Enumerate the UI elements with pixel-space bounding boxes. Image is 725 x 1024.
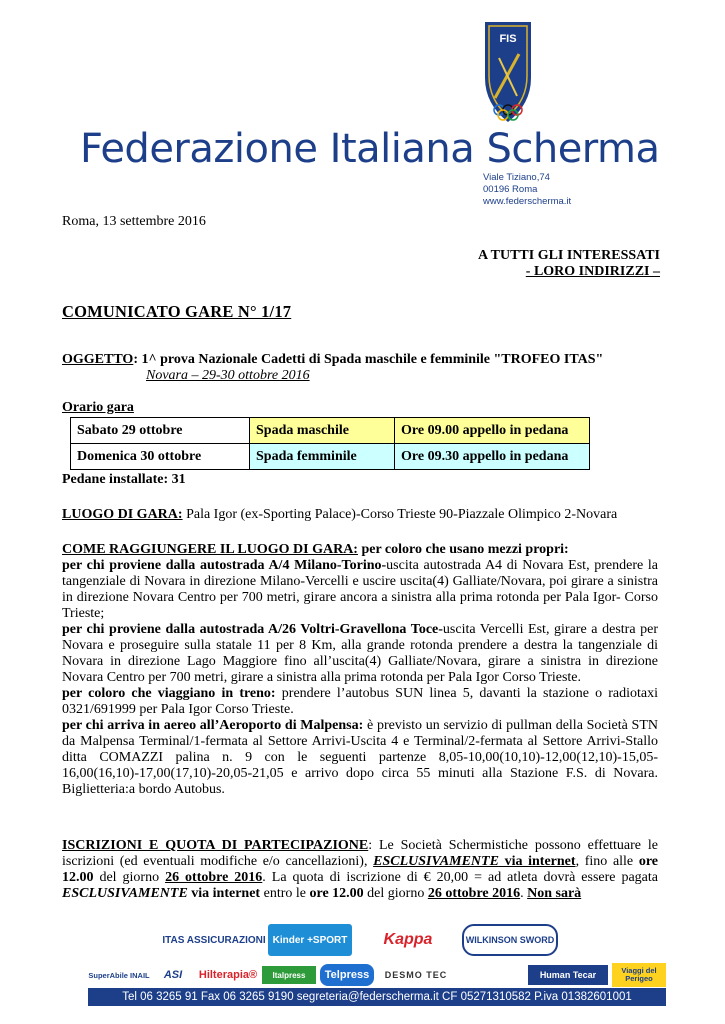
oggetto-text: : 1^ prova Nazionale Cadetti di Spada maschile e femminile "TROFEO ITAS" [133, 352, 604, 367]
luogo-line [62, 507, 667, 523]
sponsor-inail-logo: SuperAbile INAIL [88, 970, 150, 980]
deadline-date: 26 ottobre 2016 [427, 886, 521, 901]
emblem-text: FIS [499, 33, 517, 45]
emphasis-esclusivamente: ESCLUSIVAMENTE [62, 886, 188, 901]
iscrizioni-text: . La quota di iscrizione di € 20,00 = ad atleta dovrà essere pagata [262, 870, 658, 885]
oggetto-subtitle: Novara – 29-30 ottobre 2016 [146, 368, 310, 383]
directions-label: COME RAGGIUNGERE IL LUOGO DI GARA: [62, 542, 358, 557]
address-website: www.federscherma.it [483, 196, 572, 207]
a4-text: uscita autostrada A4 di Novara Est, prendere la tangenziale di Novara in direzione Milano-Vercelli e uscire uscita(4) Galliate/Novara, poi girare a sinistra in direzione Novara Centro per 700 metri, girare ancora a sinistra alla prima rotonda per Pala Igor- Corso Trieste; [62, 558, 658, 621]
luogo-text: Pala Igor (ex-Sporting Palace)-Corso Trieste 90-Piazzale Olimpico 2-Novara [182, 507, 618, 522]
address-street: Viale Tiziano,74 [483, 172, 550, 183]
schedule-day: Domenica 30 ottobre [71, 444, 250, 470]
sponsor-itas-logo: ITAS ASSICURAZIONI [162, 934, 266, 946]
directions-plane [62, 718, 658, 798]
table-row [71, 418, 590, 444]
deadline-hour: ore 12.00 [62, 854, 658, 885]
sponsor-asi-logo: ASI [163, 969, 183, 981]
directions-a4 [62, 558, 658, 622]
sponsor-humantecar-logo: Human Tecar [528, 965, 608, 985]
deadline-hour: ore 12.00 [309, 886, 364, 901]
directions-intro: per coloro che usano mezzi propri: [357, 542, 569, 557]
schedule-day: Sabato 29 ottobre [71, 418, 250, 444]
iscrizioni-text: entro le [260, 886, 310, 901]
a4-label: per chi proviene dalla autostrada A/4 Milano-Torino- [62, 558, 387, 573]
schedule-time: Ore 09.00 appello in pedana [395, 418, 590, 444]
directions-train [62, 686, 658, 718]
oggetto-label: OGGETTO [62, 352, 134, 367]
luogo-label: LUOGO DI GARA: [62, 507, 183, 522]
train-label: per coloro che viaggiano in treno: [62, 686, 276, 701]
iscrizioni-text: . [520, 886, 528, 901]
schedule-event: Spada maschile [250, 418, 395, 444]
sponsor-row-1 [162, 920, 560, 960]
emphasis-via-internet: via internet [498, 854, 576, 869]
directions-heading [62, 542, 658, 558]
recipient-line-1: A TUTTI GLI INTERESSATI [478, 248, 660, 263]
sponsor-kinder-sport-logo: Kinder +SPORT [268, 924, 352, 956]
iscrizioni-label: ISCRIZIONI E QUOTA DI PARTECIPAZIONE [62, 838, 369, 853]
address-city: 00196 Roma [483, 184, 538, 195]
directions-section [62, 542, 658, 798]
pedane-count: Pedane installate: 31 [62, 472, 186, 487]
sponsor-kappa-logo: Kappa [383, 931, 433, 948]
plane-text: è previsto un servizio di pullman della Società STN da Malpensa Terminal/1-fermata al Settore Arrivi-Uscita 4 e Terminal/2-fermata al Settore Arrivi-Stallo ditta COMAZZI palina n. 9 con le seguenti partenze 8,05-10,00(10,10)-12,00(12,10)-15,05-16,00(16,10)-17,00(17,10)-20,05-21,05 e arrivo dopo circa 55 minuti alla Stazione F.S. di Novara. Biglietteria:a bordo Autobus. [62, 718, 658, 797]
sponsor-desmotec-logo: DESMO TEC [384, 970, 448, 980]
sponsor-hilterapia-logo: Hilterapia® [198, 969, 258, 981]
sponsor-italpress-logo: Italpress [262, 966, 316, 984]
iscrizioni-section [62, 838, 658, 902]
table-row [71, 444, 590, 470]
sponsor-telpress-logo: Telpress [320, 964, 374, 986]
letter-date: Roma, 13 settembre 2016 [62, 214, 206, 229]
emphasis-esclusivamente: ESCLUSIVAMENTE [373, 854, 499, 869]
iscrizioni-text: del giorno [363, 886, 428, 901]
plane-label: per chi arriva in aereo all’Aeroporto di Malpensa: [62, 718, 364, 733]
schedule-event: Spada femminile [250, 444, 395, 470]
schedule-time: Ore 09.30 appello in pedana [395, 444, 590, 470]
federation-title: Federazione Italiana Scherma [80, 126, 660, 172]
orario-label: Orario gara [62, 400, 134, 415]
sponsor-perigeo-logo: Viaggi del Perigeo [612, 963, 666, 987]
federation-address [483, 172, 571, 208]
train-text: prendere l’autobus SUN linea 5, davanti la stazione o radiotaxi 0321/691999 per Pala Igor Corso Trieste. [62, 686, 658, 717]
deadline-date: 26 ottobre 2016 [165, 870, 263, 885]
iscrizioni-text: : Le Società Schermistiche possono effettuare le iscrizioni (ed eventuali modifiche e/o cancellazioni), [62, 838, 658, 869]
sponsor-row-2 [88, 962, 668, 988]
iscrizioni-text: del giorno [93, 870, 166, 885]
directions-a26 [62, 622, 658, 686]
sponsor-wilkinson-logo: WILKINSON SWORD [462, 924, 558, 956]
footer-contact-bar: Tel 06 3265 91 Fax 06 3265 9190 segreteria@federscherma.it CF 05271310582 P.iva 01382601001 [88, 988, 666, 1006]
emphasis-via-internet: via internet [187, 886, 261, 901]
iscrizioni-text: , fino alle [575, 854, 639, 869]
fis-emblem [477, 18, 539, 126]
iscrizioni-paragraph [62, 838, 658, 902]
a26-label: per chi proviene dalla autostrada A/26 Voltri-Gravellona Toce- [62, 622, 443, 637]
schedule-table [70, 417, 590, 470]
iscrizioni-continuation: Non sarà [527, 886, 582, 901]
a26-text: uscita Vercelli Est, girare a destra per Novara e proseguire sulla statale 11 per 8 Km, alla grande rotonda prendere a destra la tangenziale di Novara in direzione Lago Maggiore fino all’uscita(4) Galliate/Novara, girare a sinistra in direzione Novara Centro per 700 metri, girare a sinistra alla prima rotonda per Pala Igor Corso Trieste. [62, 622, 659, 685]
recipient-line-2: - LORO INDIRIZZI – [525, 264, 660, 279]
page-title: COMUNICATO GARE N° 1/17 [62, 302, 292, 321]
oggetto-line [62, 352, 662, 368]
